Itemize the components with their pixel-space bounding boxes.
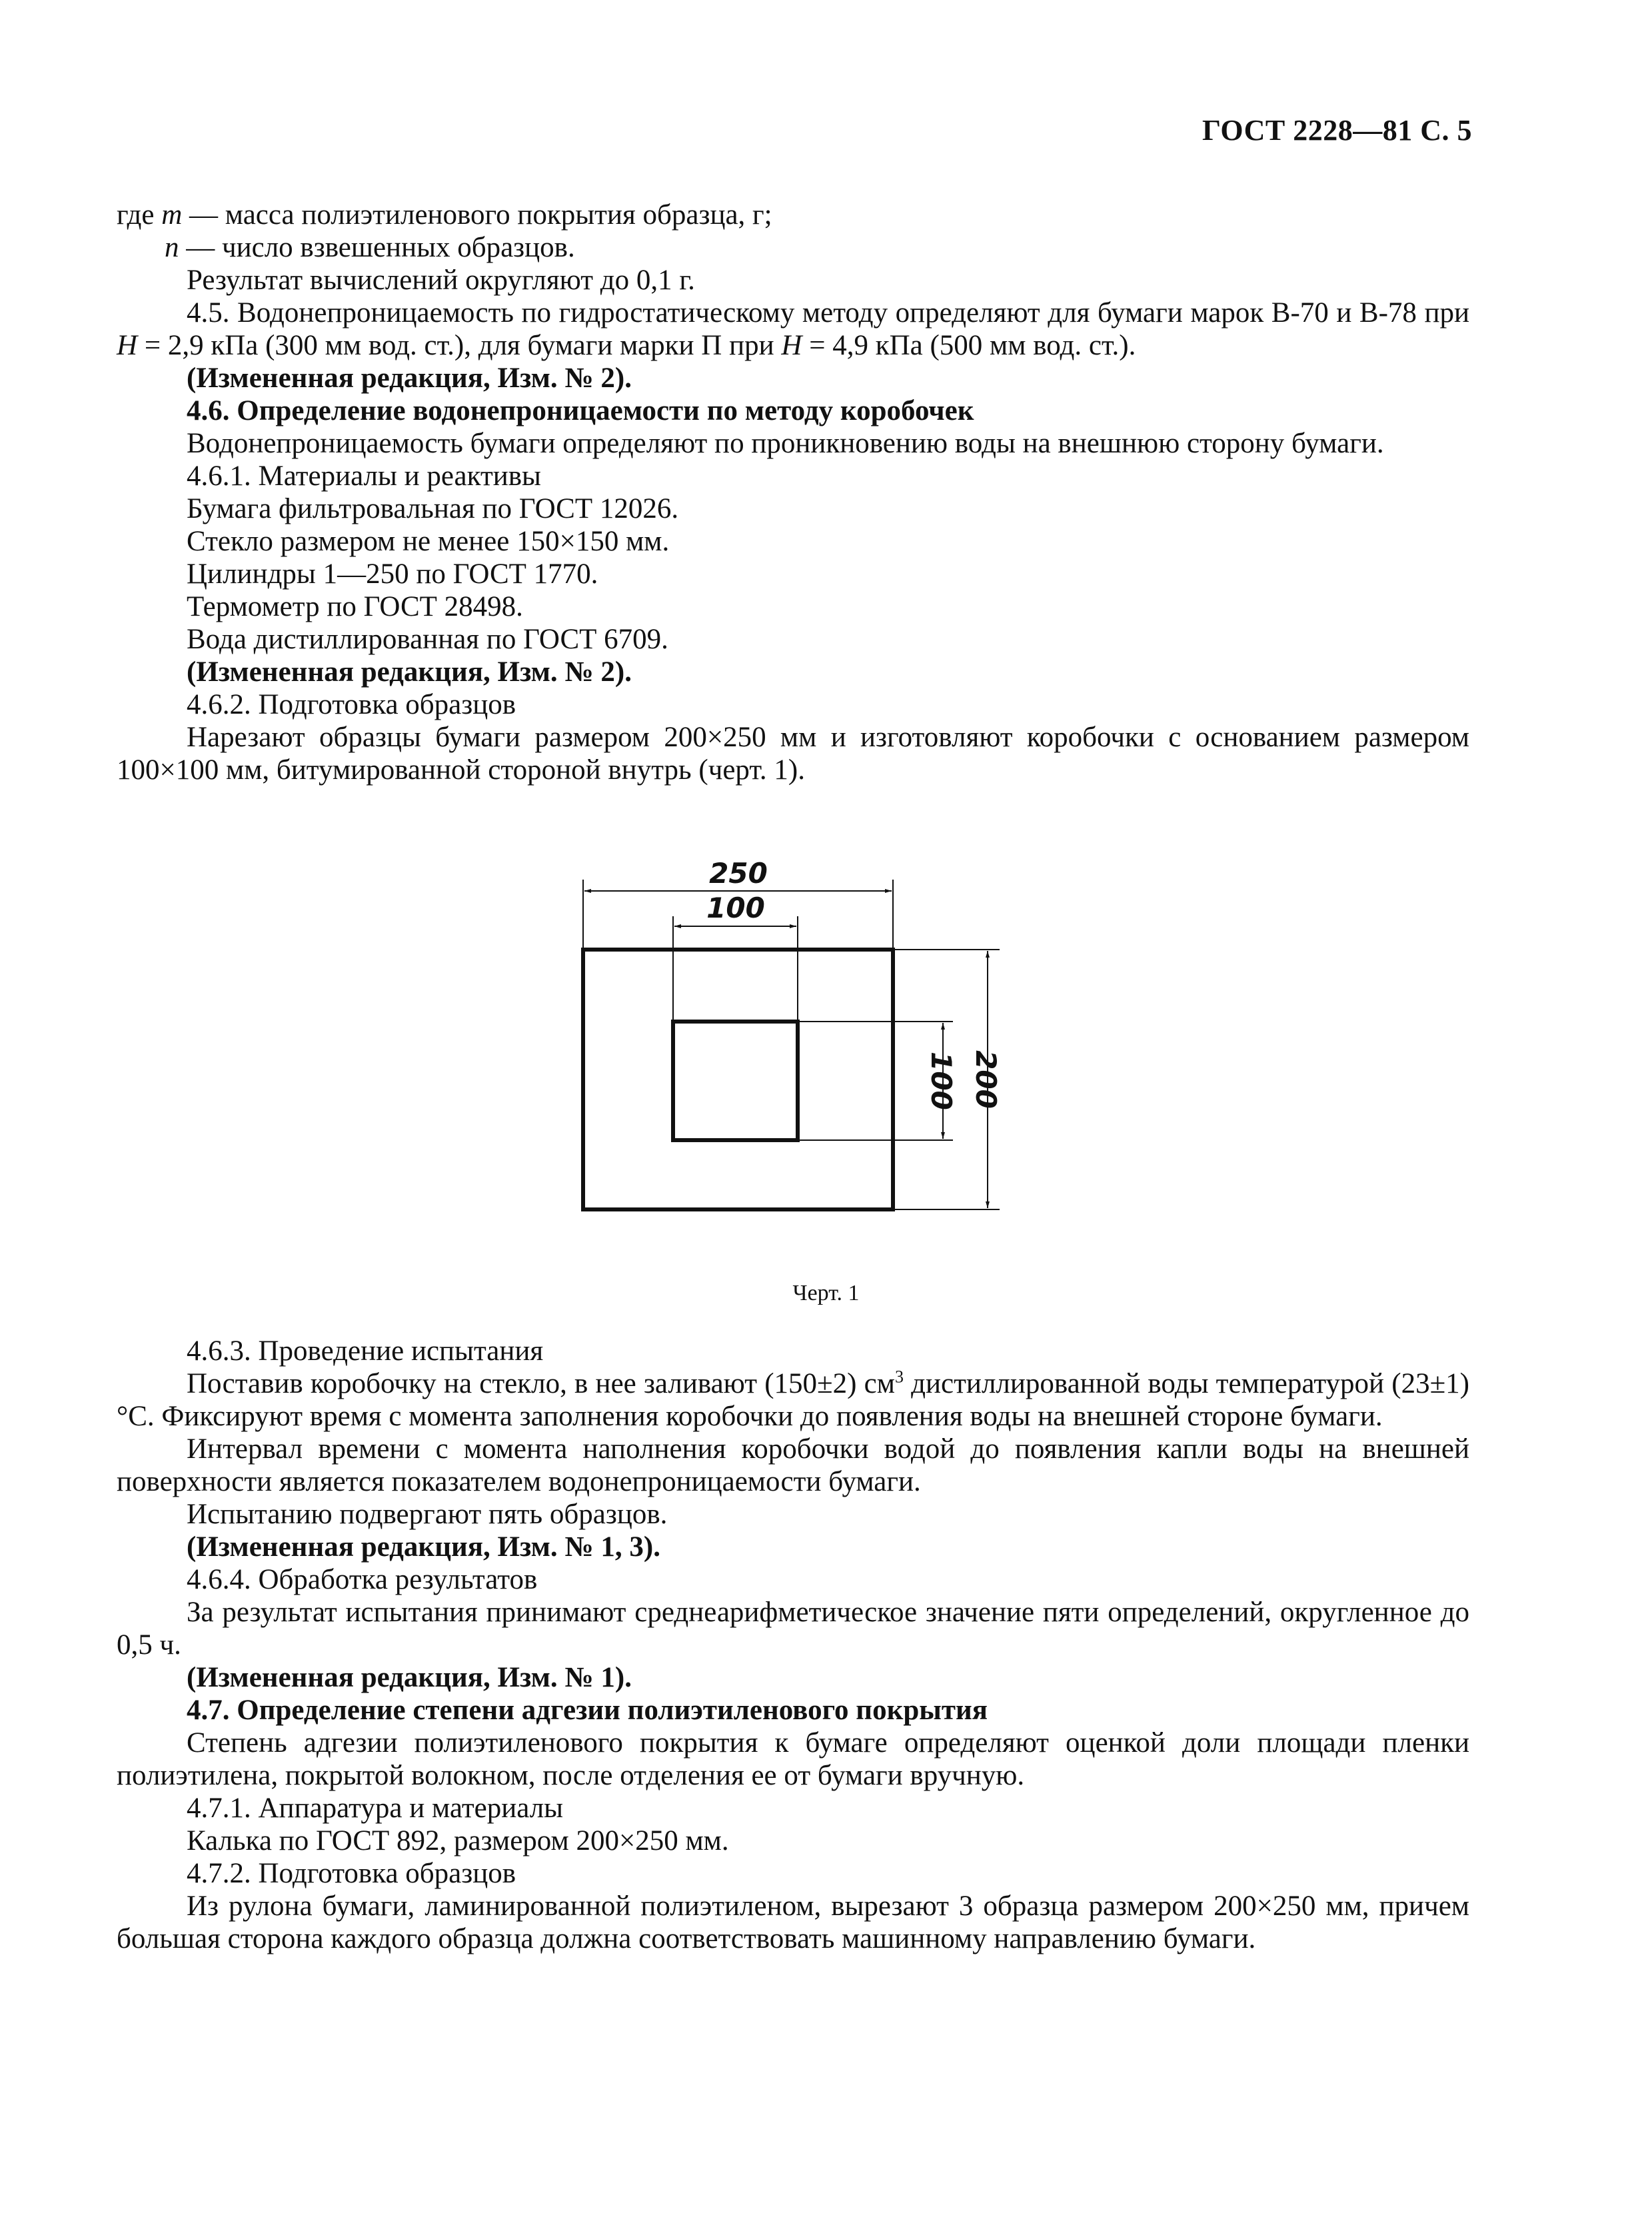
section-4-5-text bbox=[117, 297, 1469, 362]
section-4-6-3-p3: Испытанию подвергают пять образцов. bbox=[187, 1499, 668, 1530]
page-header: ГОСТ 2228—81 С. 5 bbox=[1202, 114, 1472, 147]
var-m: m bbox=[161, 199, 183, 231]
section-4-7-title: 4.7. Определение степени адгезии полиэтиленового покрытия bbox=[187, 1695, 988, 1726]
s4-5-part3: = 4,9 кПа (500 мм вод. ст.). bbox=[802, 330, 1136, 361]
s4-6-3-p1-b: дистиллированной воды температурой (23±1) °С. Фиксируют время с момента заполнения коробочки до появления воды на внешней стороне бумаги. bbox=[117, 1368, 1469, 1432]
section-4-7-1-material: Калька по ГОСТ 892, размером 200×250 мм. bbox=[187, 1825, 729, 1856]
section-4-6-title: 4.6. Определение водонепроницаемости по методу коробочек bbox=[187, 395, 974, 426]
where-n-text: — число взвешенных образцов. bbox=[179, 232, 575, 263]
s4-6-3-p1-a: Поставив коробочку на стекло, в нее заливают (150±2) см bbox=[187, 1368, 895, 1399]
section-4-6-3-title: 4.6.3. Проведение испытания bbox=[187, 1335, 544, 1367]
outer-sheet-rect bbox=[583, 950, 893, 1209]
section-4-7-2-title: 4.7.2. Подготовка образцов bbox=[187, 1858, 516, 1889]
edit-note-4-5: (Измененная редакция, Изм. № 2). bbox=[187, 363, 632, 394]
section-4-7-2-text: Из рулона бумаги, ламинированной полиэтиленом, вырезают 3 образца размером 200×250 мм, причем большая сторона каждого образца должна соответствовать машинному направлению бумаги. bbox=[117, 1890, 1469, 1954]
material-item: Цилиндры 1—250 по ГОСТ 1770. bbox=[187, 558, 598, 590]
section-4-6-2-title: 4.6.2. Подготовка образцов bbox=[187, 689, 516, 720]
cubic-superscript: 3 bbox=[894, 1367, 904, 1387]
s4-5-part2: = 2,9 кПа (300 мм вод. ст.), для бумаги марки П при bbox=[137, 330, 782, 361]
section-4-6-4-p1: За результат испытания принимают среднеарифметическое значение пяти определений, округленное до 0,5 ч. bbox=[117, 1597, 1469, 1661]
section-4-6-3-p2: Интервал времени с момента наполнения коробочки водой до появления капли воды на внешней поверхности является показателем водонепроницаемости бумаги. bbox=[117, 1433, 1469, 1497]
text-block-bottom bbox=[117, 1335, 1469, 1955]
dim-label-250: 250 bbox=[709, 857, 768, 890]
dim-label-200: 200 bbox=[970, 1050, 1002, 1109]
where-n-line bbox=[117, 231, 1469, 264]
where-m-line bbox=[117, 199, 1469, 231]
section-4-7-intro: Степень адгезии полиэтиленового покрытия к бумаге определяют оценкой доли площади пленки полиэтилена, покрытой волокном, после отделения ее от бумаги вручную. bbox=[117, 1727, 1469, 1791]
var-h2: H bbox=[781, 330, 802, 361]
section-4-7-1-title: 4.7.1. Аппаратура и материалы bbox=[187, 1793, 564, 1824]
edit-note-4-6-3: (Измененная редакция, Изм. № 1, 3). bbox=[187, 1531, 660, 1563]
dim-label-100-vertical: 100 bbox=[925, 1052, 958, 1110]
var-n: n bbox=[165, 232, 179, 263]
figure-box-drawing bbox=[573, 836, 1013, 1229]
section-4-6-intro: Водонепроницаемость бумаги определяют по проникновению воды на внешнюю сторону бумаги. bbox=[187, 428, 1384, 459]
where-prefix: где bbox=[117, 199, 162, 231]
section-4-6-4-title: 4.6.4. Обработка результатов bbox=[187, 1564, 538, 1595]
inner-base-rect bbox=[673, 1022, 798, 1140]
var-h1: H bbox=[117, 330, 138, 361]
section-4-6-3-p1 bbox=[117, 1367, 1469, 1433]
text-block-top bbox=[117, 199, 1469, 786]
where-m-text: — масса полиэтиленового покрытия образца, г; bbox=[182, 199, 772, 231]
section-4-6-1-title: 4.6.1. Материалы и реактивы bbox=[187, 460, 541, 492]
edit-note-4-6-1: (Измененная редакция, Изм. № 2). bbox=[187, 656, 632, 688]
section-4-6-2-text: Нарезают образцы бумаги размером 200×250 мм и изготовляют коробочки с основанием размером 100×100 мм, битумированной стороной внутрь (черт. 1). bbox=[117, 722, 1469, 786]
material-item: Стекло размером не менее 150×150 мм. bbox=[187, 526, 670, 557]
edit-note-4-6-4: (Измененная редакция, Изм. № 1). bbox=[187, 1662, 632, 1693]
s4-5-part1: 4.5. Водонепроницаемость по гидростатическому методу определяют для бумаги марок В-70 и В-78 при bbox=[187, 297, 1469, 329]
material-item: Термометр по ГОСТ 28498. bbox=[187, 591, 523, 622]
material-item: Бумага фильтровальная по ГОСТ 12026. bbox=[187, 493, 679, 524]
figure-caption: Черт. 1 bbox=[792, 1281, 860, 1305]
material-item: Вода дистиллированная по ГОСТ 6709. bbox=[187, 624, 668, 655]
dim-label-100-horizontal: 100 bbox=[706, 892, 765, 924]
rounding-line: Результат вычислений округляют до 0,1 г. bbox=[187, 265, 695, 296]
